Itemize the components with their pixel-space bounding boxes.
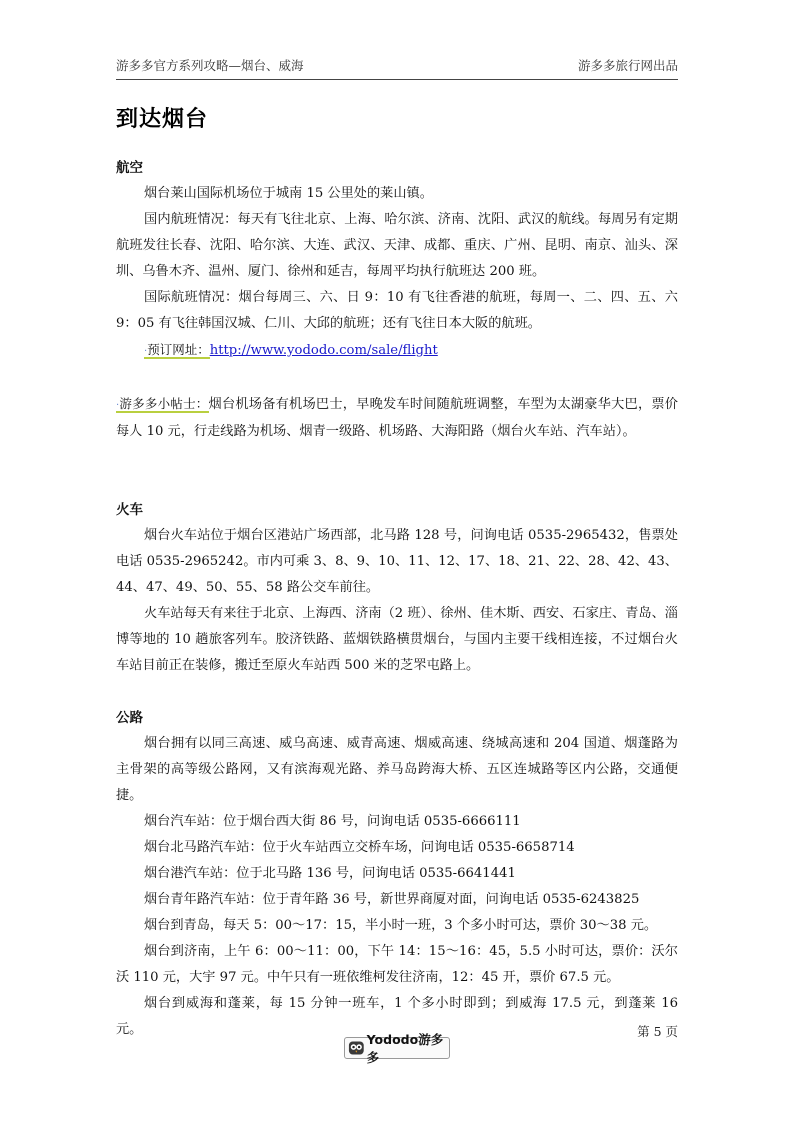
section-heading-air: 航空 xyxy=(116,160,143,176)
paragraph: 烟台到青岛，每天 5：00～17：15，半小时一班，3 个多小时可达，票价 30～38 元。 xyxy=(144,918,658,933)
paragraph: 火车站每天有来往于北京、上海西、济南（2 班）、徐州、佳木斯、西安、石家庄、青岛、淄博等地的 10 趟旅客列车。胶济铁路、蓝烟铁路横贯烟台，与国内主要干线相连接，不过烟台火车站目前正在装修，搬迁至原火车站西 500 米的芝罘屯路上。 xyxy=(116,606,678,673)
section-heading-road: 公路 xyxy=(116,710,143,726)
booking-line xyxy=(116,337,678,365)
page-number: 第 5 页 xyxy=(637,1024,678,1039)
header-series-title: 游多多官方系列攻略—烟台、威海 xyxy=(116,58,304,73)
header-publisher: 游多多旅行网出品 xyxy=(577,58,678,73)
tip-label: ·游多多小帖士： xyxy=(116,396,209,411)
main-content xyxy=(116,155,678,1043)
tip-paragraph xyxy=(116,391,678,445)
paragraph: 烟台港汽车站：位于北马路 136 号，问询电话 0535-6641441 xyxy=(144,866,516,881)
paragraph: 国际航班情况：烟台每周三、六、日 9：10 有飞往香港的航班，每周一、二、四、五、六 9：05 有飞往韩国汉城、仁川、大邱的航班；还有飞往日本大阪的航班。 xyxy=(116,290,678,331)
booking-label: ·预订网址： xyxy=(144,342,210,357)
logo-text: Yododo游多多 xyxy=(366,1032,444,1065)
page-header xyxy=(116,56,678,80)
paragraph: 烟台北马路汽车站：位于火车站西立交桥车场，问询电话 0535-6658714 xyxy=(144,840,575,855)
owl-logo-icon xyxy=(348,1040,365,1056)
paragraph: 烟台拥有以同三高速、威乌高速、威青高速、烟威高速、绕城高速和 204 国道、烟蓬路为主骨架的高等级公路网，又有滨海观光路、养马岛跨海大桥、五区连城路等区内公路，交通便捷。 xyxy=(116,736,678,803)
paragraph: 国内航班情况：每天有飞往北京、上海、哈尔滨、济南、沈阳、武汉的航线。每周另有定期航班发往长春、沈阳、哈尔滨、大连、武汉、天津、成都、重庆、广州、昆明、南京、汕头、深圳、乌鲁木齐、温州、厦门、徐州和延吉，每周平均执行航班达 200 班。 xyxy=(116,212,678,279)
paragraph: 烟台到威海和蓬莱，每 15 分钟一班车，1 个多小时即到；到威海 17.5 元，到蓬莱 16 元。 xyxy=(116,996,678,1037)
section-heading-train: 火车 xyxy=(116,502,143,518)
page-title: 到达烟台 xyxy=(116,107,209,132)
paragraph: 烟台青年路汽车站：位于青年路 36 号，新世界商厦对面，问询电话 0535-6243825 xyxy=(144,892,640,907)
booking-link[interactable]: http://www.yododo.com/sale/flight xyxy=(209,343,438,358)
paragraph: 烟台到济南，上午 6：00～11：00，下午 14：15～16：45，5.5 小时可达，票价：沃尔沃 110 元，大宇 97 元。中午只有一班依维柯发往济南，12：45 开，票价 67.5 元。 xyxy=(116,944,678,985)
paragraph: 烟台莱山国际机场位于城南 15 公里处的莱山镇。 xyxy=(144,186,433,201)
paragraph: 烟台汽车站：位于烟台西大街 86 号，问询电话 0535-6666111 xyxy=(144,814,521,829)
paragraph: 烟台火车站位于烟台区港站广场西部，北马路 128 号，问询电话 0535-2965432，售票处电话 0535-2965242。市内可乘 3、8、9、10、11、12、17、18、21、22、28、42、43、44、47、49、50、55、58 路公交车前往。 xyxy=(116,528,678,595)
tip-text: 烟台机场备有机场巴士，早晚发车时间随航班调整，车型为太湖豪华大巴，票价每人 10 元，行走线路为机场、烟青一级路、机场路、大海阳路（烟台火车站、汽车站）。 xyxy=(116,397,678,439)
footer-logo xyxy=(344,1032,450,1065)
